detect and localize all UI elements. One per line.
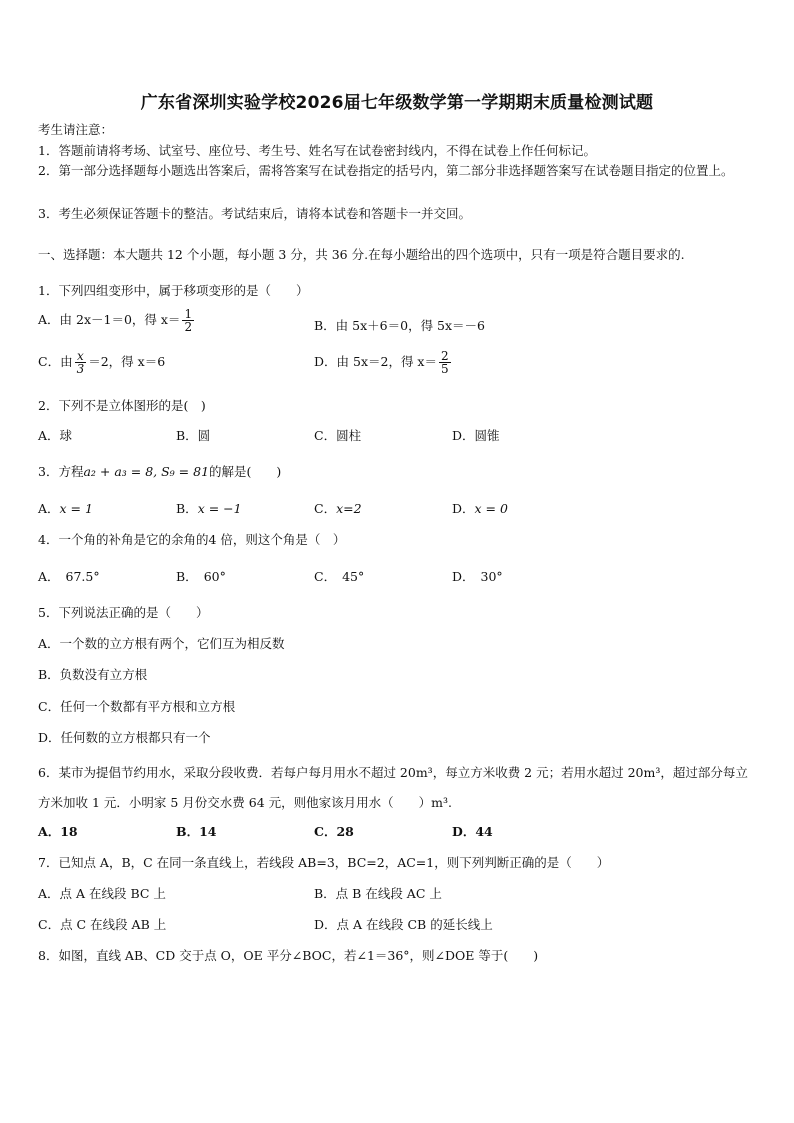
q1-option-a <box>38 308 196 333</box>
option-value: 30° <box>480 569 503 584</box>
notice-heading: 考生请注意： <box>38 122 114 137</box>
q1-option-d-fraction <box>439 350 451 375</box>
option-math: x = 1 <box>59 501 93 516</box>
notice-item-3: 3．考生必须保证答题卡的整洁。考试结束后，请将本试卷和答题卡一并交回。 <box>38 206 471 221</box>
q1-option-a-text: A．由 2x－1＝0，得 x＝ <box>38 312 181 327</box>
option-value: 67.5° <box>65 569 100 584</box>
q4-option-c <box>314 567 364 585</box>
fraction-numerator: 2 <box>440 349 449 363</box>
question-6-stem: 6．某市为提倡节约用水，采取分段收费．若每户每月用水不超过 20m³，每立方米收费 2 元；若用水超过 20m³，超过部分每立方米加收 1 元．小明家 5 月份交水费 64 元，则他家该月用水（ ）m³. <box>38 765 748 810</box>
option-letter: D． <box>452 569 475 584</box>
q5-option-a: A．一个数的立方根有两个，它们互为相反数 <box>38 636 285 651</box>
q1-option-a-fraction <box>182 308 194 333</box>
q3-stem-suffix: 的解是( ) <box>209 464 282 479</box>
question-4-stem: 4．一个角的补角是它的余角的4 倍，则这个角是（ ） <box>38 532 346 547</box>
option-value: 45° <box>342 569 365 584</box>
q7-option-b: B．点 B 在线段 AC 上 <box>314 886 442 901</box>
q4-option-a <box>38 567 100 585</box>
q6-option-c: C．28 <box>314 824 354 839</box>
option-math: x = 0 <box>474 501 508 516</box>
option-letter: C． <box>314 501 337 516</box>
q4-option-d <box>452 567 503 585</box>
fraction-denominator: 5 <box>440 362 449 376</box>
notice-item-2: 2．第一部分选择题每小题选出答案后，需将答案写在试卷指定的括号内，第二部分非选择题答案写在试卷题目指定的位置上。 <box>38 163 734 178</box>
q2-option-b: B．圆 <box>176 428 211 443</box>
q3-option-a <box>38 499 93 517</box>
q3-option-c <box>314 499 362 517</box>
q3-option-d <box>452 499 508 517</box>
q2-option-c: C．圆柱 <box>314 428 362 443</box>
option-math: x = −1 <box>197 501 242 516</box>
q1-option-b: B．由 5x＋6＝0，得 5x＝－6 <box>314 318 485 333</box>
notice-item-1: 1．答题前请将考场、试室号、座位号、考生号、姓名写在试卷密封线内，不得在试卷上作任何标记。 <box>38 143 596 158</box>
q5-option-d: D．任何数的立方根都只有一个 <box>38 730 211 745</box>
fraction-numerator: x <box>77 349 84 363</box>
q1-option-d-text: D．由 5x＝2，得 x＝ <box>314 354 437 369</box>
fraction-numerator: 1 <box>184 307 193 321</box>
section-heading: 一、选择题：本大题共 12 个小题，每小题 3 分，共 36 分.在每小题给出的四个选项中，只有一项是符合题目要求的. <box>38 247 685 262</box>
option-letter: A． <box>38 501 60 516</box>
question-7-stem: 7．已知点 A，B，C 在同一条直线上，若线段 AB=3，BC=2，AC=1，则下列判断正确的是（ ） <box>38 855 610 870</box>
q3-stem-equation: a₂ + a₃ = 8, S₉ = 81 <box>83 464 210 479</box>
q6-option-b: B．14 <box>176 824 217 839</box>
question-1-stem: 1．下列四组变形中，属于移项变形的是（ ） <box>38 283 309 298</box>
q1-option-c-prefix: C．由 <box>38 354 73 369</box>
q1-option-c-fraction <box>75 350 87 375</box>
fraction-denominator: 2 <box>184 320 193 334</box>
q5-option-c: C．任何一个数都有平方根和立方根 <box>38 699 236 714</box>
question-5-stem: 5．下列说法正确的是（ ） <box>38 605 209 620</box>
q6-option-d: D．44 <box>452 824 493 839</box>
q2-option-a: A．球 <box>38 428 73 443</box>
option-math: x=2 <box>336 501 362 516</box>
q6-option-a: A．18 <box>38 824 78 839</box>
option-letter: B． <box>176 569 198 584</box>
q1-option-c-suffix: ＝2，得 x＝6 <box>88 354 166 369</box>
q7-option-a: A．点 A 在线段 BC 上 <box>38 886 166 901</box>
q7-option-c: C．点 C 在线段 AB 上 <box>38 917 167 932</box>
q2-option-d: D．圆锥 <box>452 428 500 443</box>
page-title: 广东省深圳实验学校2026届七年级数学第一学期期末质量检测试题 <box>140 93 654 113</box>
fraction-denominator: 3 <box>76 362 85 376</box>
option-letter: B． <box>176 501 198 516</box>
option-value: 60° <box>203 569 226 584</box>
q5-option-b: B．负数没有立方根 <box>38 667 148 682</box>
question-2-stem: 2．下列不是立体图形的是( ) <box>38 398 206 413</box>
question-8-stem: 8．如图，直线 AB、CD 交于点 O，OE 平分∠BOC，若∠1＝36°，则∠DOE 等于( ) <box>38 948 539 963</box>
q1-option-d <box>314 350 453 375</box>
option-letter: C． <box>314 569 337 584</box>
q4-option-b <box>176 567 226 585</box>
q1-option-c <box>38 350 165 375</box>
option-letter: A． <box>38 569 60 584</box>
option-letter: D． <box>452 501 475 516</box>
q7-option-d: D．点 A 在线段 CB 的延长线上 <box>314 917 493 932</box>
q3-stem-prefix: 3．方程 <box>38 464 84 479</box>
q3-option-b <box>176 499 242 517</box>
question-3-stem <box>38 462 764 480</box>
